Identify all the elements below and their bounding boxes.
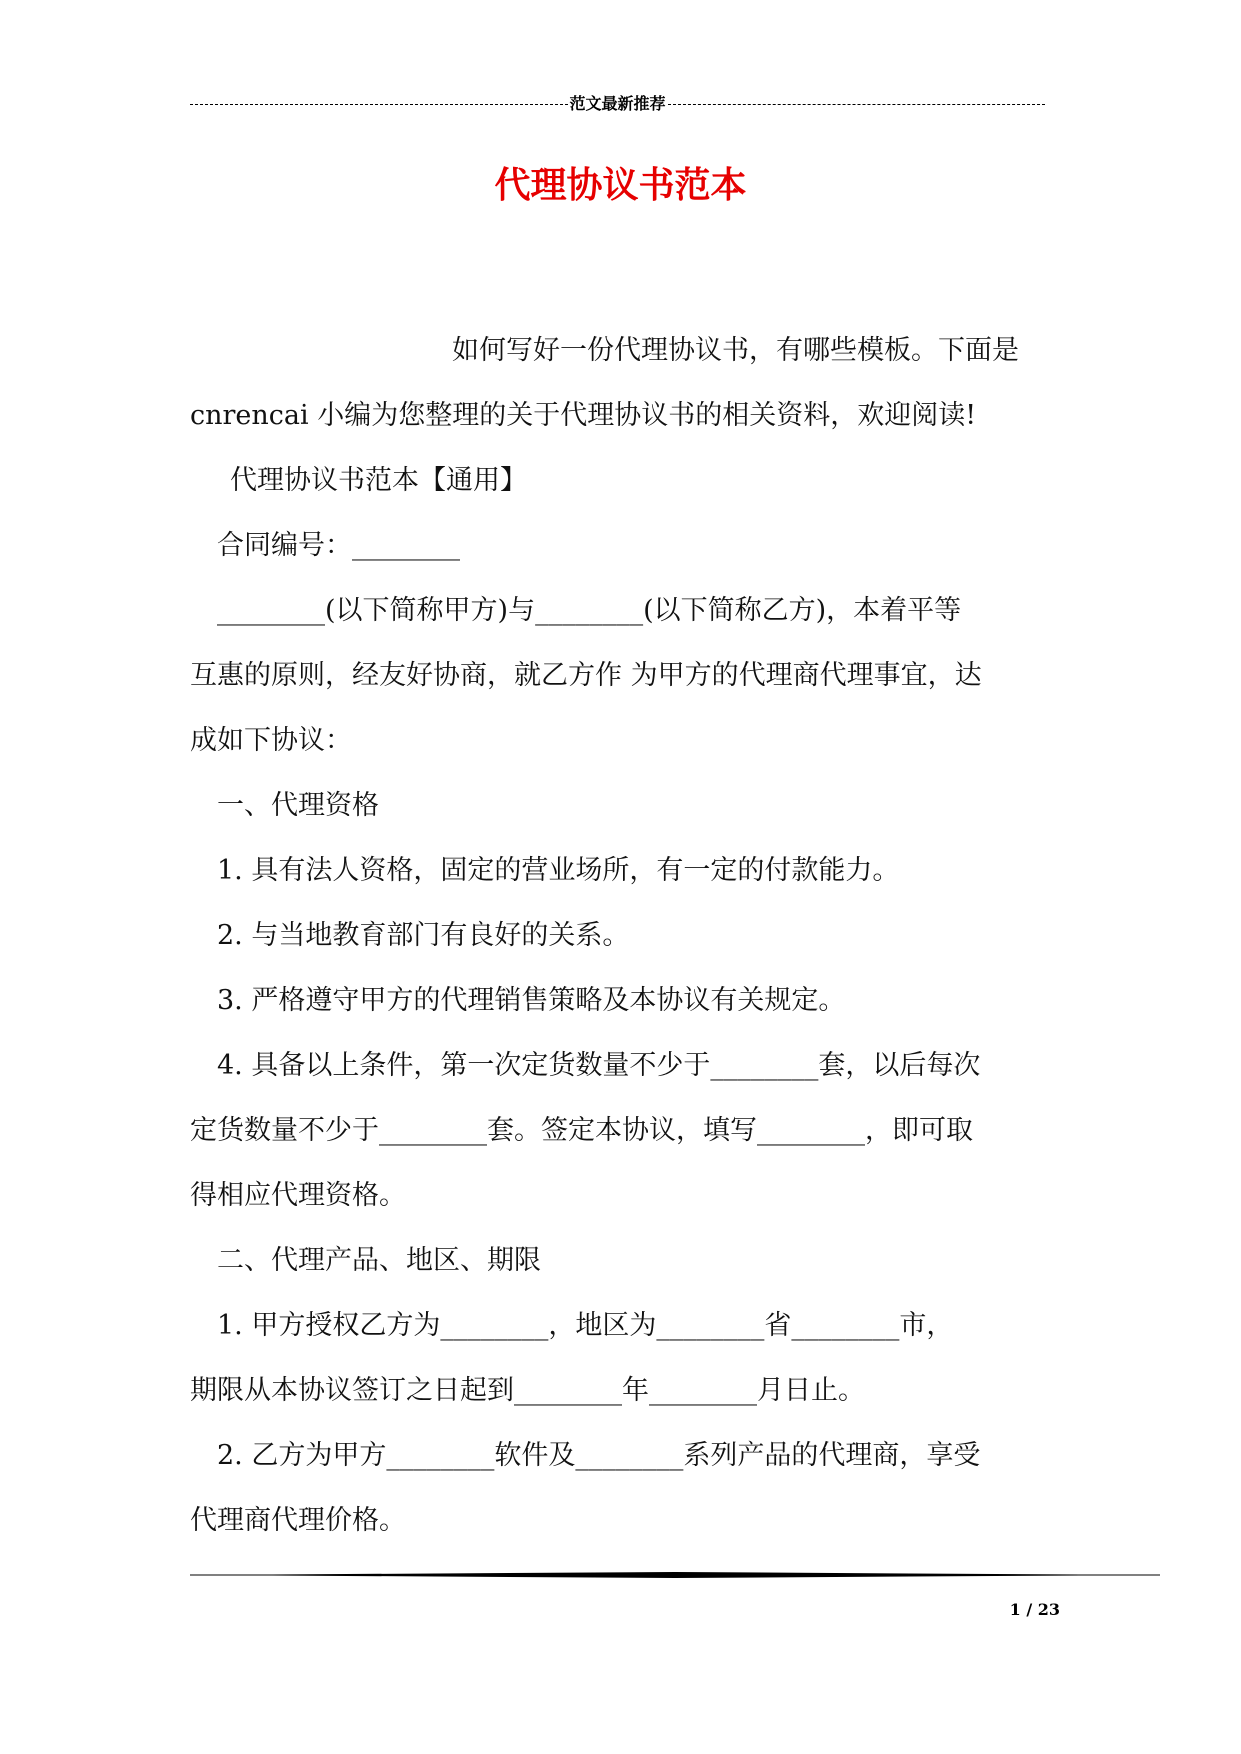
parties-line-1: ________(以下简称甲方)与________(以下简称乙方)，本着平等 — [217, 595, 962, 626]
document-body — [190, 318, 1060, 1553]
header-dashes-right — [668, 104, 1046, 105]
document-title: 代理协议书范本 — [494, 164, 747, 206]
clause-1-3: 3. 严格遵守甲方的代理销售策略及本协议有关规定。 — [217, 985, 846, 1016]
header-dashes-left — [190, 104, 568, 105]
footer-rule — [190, 1572, 1160, 1578]
clause-1-2: 2. 与当地教育部门有良好的关系。 — [217, 920, 630, 951]
parties-line-3: 成如下协议： — [190, 725, 352, 756]
clause-2-1-line-2: 期限从本协议签订之日起到________年________月日止。 — [190, 1375, 865, 1406]
page-number: 1 / 23 — [1009, 1600, 1060, 1619]
clause-heading-2: 二、代理产品、地区、期限 — [217, 1245, 541, 1276]
header-text: 范文最新推荐 — [569, 94, 666, 113]
section-heading: 代理协议书范本【通用】 — [230, 465, 527, 496]
clause-2-2-line-2: 代理商代理价格。 — [190, 1505, 406, 1536]
clause-2-2-line-1: 2. 乙方为甲方________软件及________系列产品的代理商，享受 — [217, 1440, 981, 1471]
page-header — [190, 92, 1045, 116]
clause-1-4-line-2: 定货数量不少于________套。签定本协议，填写________，即可取 — [190, 1115, 973, 1146]
clause-1-4-line-3: 得相应代理资格。 — [190, 1180, 406, 1211]
parties-line-2: 互惠的原则，经友好协商，就乙方作 为甲方的代理商代理事宜，达 — [190, 660, 982, 691]
clause-heading-1: 一、代理资格 — [217, 790, 379, 821]
clause-1-4-line-1: 4. 具备以上条件，第一次定货数量不少于________套，以后每次 — [217, 1050, 981, 1081]
clause-1-1: 1. 具有法人资格，固定的营业场所，有一定的付款能力。 — [217, 855, 900, 886]
intro-line-2: cnrencai 小编为您整理的关于代理协议书的相关资料，欢迎阅读! — [190, 400, 977, 431]
intro-line-1: 如何写好一份代理协议书，有哪些模板。下面是 — [452, 335, 1019, 366]
clause-2-1-line-1: 1. 甲方授权乙方为________，地区为________省________市， — [217, 1310, 954, 1341]
contract-number-line: 合同编号：________ — [217, 530, 460, 561]
